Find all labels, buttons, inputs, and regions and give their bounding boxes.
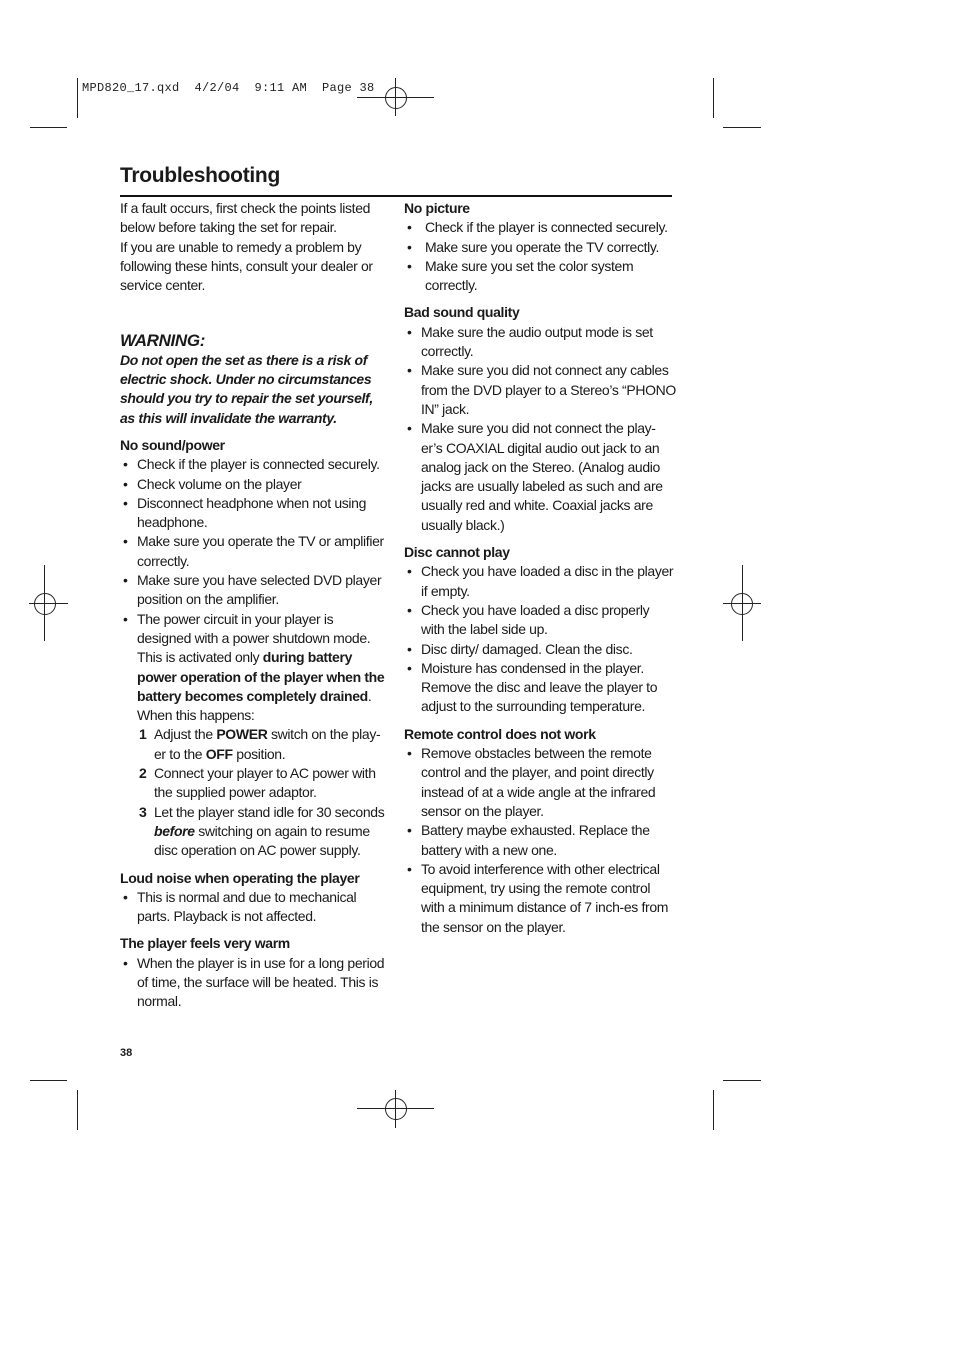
- list-item: • Disc dirty/ damaged. Clean the disc.: [404, 640, 676, 659]
- page-title: Troubleshooting: [120, 164, 280, 187]
- file-slug: MPD820_17.qxd 4/2/04 9:11 AM Page 38: [82, 81, 375, 95]
- list-item: • Check you have loaded a disc properly with the label side up.: [404, 601, 676, 640]
- step-item: 3 Let the player stand idle for 30 seconds before switching on again to resume disc operation on AC power supply.: [139, 803, 385, 859]
- section-heading-disc: Disc cannot play: [404, 544, 510, 561]
- list-item: • Disconnect headphone when not using headphone.: [120, 494, 388, 533]
- list-item: • Make sure you set the color system correctly.: [404, 257, 676, 296]
- list-item: • This is normal and due to mechanical parts. Playback is not affected.: [120, 888, 388, 927]
- remote-list: [404, 744, 676, 937]
- page-number: 38: [120, 1047, 133, 1059]
- list-item: • When the player is in use for a long period of time, the surface will be heated. This is normal.: [120, 954, 388, 1012]
- list-item: • To avoid interference with other electrical equipment, try using the remote control with a minimum distance of 7 inch-es from the sensor on the player.: [404, 860, 676, 937]
- warning-text: Do not open the set as there is a risk of electric shock. Under no circumstances should you try to repair the set yourself, as this will invalidate the warranty.: [120, 351, 373, 426]
- section-heading-no-picture: No picture: [404, 200, 470, 216]
- step-item: 2 Connect your player to AC power with the supplied power adaptor.: [139, 765, 376, 801]
- warm-list: [120, 954, 388, 1012]
- section-heading-bad-sound: Bad sound quality: [404, 304, 520, 321]
- step-item: 1 Adjust the POWER switch on the play-er to the OFF position.: [139, 726, 381, 762]
- list-item: • Check you have loaded a disc in the player if empty.: [404, 562, 676, 601]
- warning-heading: WARNING:: [120, 331, 206, 351]
- section-heading-no-sound: No sound/power: [120, 436, 225, 453]
- title-rule: [120, 195, 672, 197]
- list-item-power-circuit: • The power circuit in your player is designed with a power shutdown mode. This is activated only during battery power operation of the player when the battery becomes completely drained. When this happens: 1 Adjust the POWER switch on the play-er to the OFF position. 2 Connect your player to AC power with the supplied power adaptor. 3 Let the player stand idle for 30 seconds before switching on again to resume disc operation on AC power supply.: [120, 610, 388, 861]
- list-item: • Check if the player is connected securely.: [404, 218, 676, 237]
- list-item: • Moisture has condensed in the player. Remove the disc and leave the player to adjust to the surrounding temperature.: [404, 659, 676, 717]
- intro-paragraph-2: If you are unable to remedy a problem by following these hints, consult your dealer or service center.: [120, 238, 373, 294]
- left-column: [120, 199, 388, 1012]
- list-item: • Make sure you have selected DVD player position on the amplifier.: [120, 571, 388, 610]
- list-item: • Check if the player is connected securely.: [120, 455, 388, 474]
- section-heading-loud-noise: Loud noise when operating the player: [120, 869, 360, 886]
- list-item: • Check volume on the player: [120, 475, 388, 494]
- no-picture-list: [404, 218, 676, 295]
- section-heading-remote: Remote control does not work: [404, 725, 596, 742]
- list-item: • Make sure you did not connect any cables from the DVD player to a Stereo’s “PHONO IN” jack.: [404, 361, 676, 419]
- list-item: • Battery maybe exhausted. Replace the battery with a new one.: [404, 821, 676, 860]
- disc-list: [404, 562, 676, 716]
- section-heading-warm: The player feels very warm: [120, 935, 290, 952]
- intro-paragraph-1: If a fault occurs, first check the points listed below before taking the set for repair.: [120, 200, 371, 236]
- power-steps: [137, 725, 388, 860]
- list-item: • Make sure you did not connect the play-er’s COAXIAL digital audio out jack to an analog jack on the Stereo. (Analog audio jacks are usually labeled as such and are usually red and white. Coaxial jacks are usually black.): [404, 419, 676, 535]
- list-item: • Make sure the audio output mode is set correctly.: [404, 323, 676, 362]
- right-column: [404, 199, 676, 937]
- loud-noise-list: [120, 888, 388, 927]
- list-item: • Make sure you operate the TV correctly.: [404, 238, 676, 257]
- bad-sound-list: [404, 323, 676, 535]
- list-item: • Make sure you operate the TV or amplifier correctly.: [120, 532, 388, 571]
- no-sound-list: [120, 455, 388, 860]
- list-item: • Remove obstacles between the remote control and the player, and point directly instead of at a wide angle at the infrared sensor on the player.: [404, 744, 676, 821]
